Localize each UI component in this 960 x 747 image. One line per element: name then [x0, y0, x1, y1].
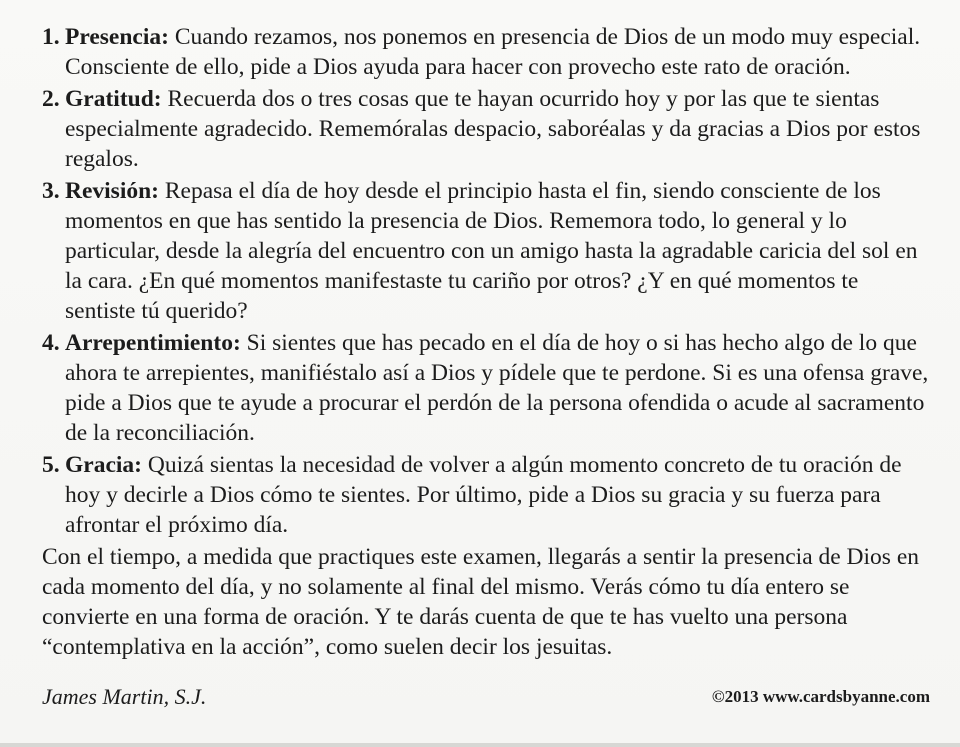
step-arrepentimiento: [42, 328, 930, 448]
step-heading: Gracia:: [65, 452, 142, 478]
card-footer: [42, 682, 930, 712]
step-presencia: [42, 22, 930, 82]
step-revision: [42, 176, 930, 326]
copyright-notice: ©2013 www.cardsbyanne.com: [711, 687, 930, 706]
step-text: Quizá sientas la necesidad de volver a algún momento concreto de tu oración de hoy y decirle a Dios cómo te sientes. Por último, pide a Dios su gracia y su fuerza para afrontar el próximo día.: [65, 452, 902, 538]
closing-paragraph: Con el tiempo, a medida que practiques este examen, llegarás a sentir la presencia de Dios en cada momento del día, y no solamente al final del mismo. Verás cómo tu día entero se convierte en una forma de oración. Y te darás cuenta de que te has vuelto una persona “contemplativa en la acción”, como suelen decir los jesuitas.: [42, 544, 920, 660]
step-heading: Gratitud:: [65, 86, 162, 112]
card-bottom-edge: [0, 743, 960, 747]
step-number: 4.: [42, 330, 60, 356]
step-number: 5.: [42, 452, 60, 478]
step-number: 1.: [42, 24, 60, 50]
step-text: Repasa el día de hoy desde el principio hasta el fin, siendo consciente de los momentos en que has sentido la presencia de Dios. Rememora todo, lo general y lo particular, desde la alegría del encuentro con un amigo hasta la agradable caricia del sol en la cara. ¿En qué momentos manifestaste tu cariño por otros? ¿Y en qué momentos te sentiste tú querido?: [65, 178, 918, 324]
step-gratitud: [42, 84, 930, 174]
author-signature: James Martin, S.J.: [42, 684, 207, 709]
step-heading: Presencia:: [65, 24, 169, 50]
step-text: Recuerda dos o tres cosas que te hayan ocurrido hoy y por las que te sientas especialmente agradecido. Rememóralas despacio, saboréalas y da gracias a Dios por estos regalos.: [65, 86, 921, 172]
step-text: Cuando rezamos, nos ponemos en presencia de Dios de un modo muy especial. Consciente de ello, pide a Dios ayuda para hacer con provecho este rato de oración.: [65, 24, 921, 80]
step-gracia: [42, 450, 930, 540]
step-number: 2.: [42, 86, 60, 112]
step-text: Si sientes que has pecado en el día de hoy o si has hecho algo de lo que ahora te arrepientes, manifiéstalo así a Dios y pídele que te perdone. Si es una ofensa grave, pide a Dios que te ayude a procurar el perdón de la persona ofendida o acude al sacramento de la reconciliación.: [65, 330, 929, 446]
step-heading: Arrepentimiento:: [65, 330, 241, 356]
step-heading: Revisión:: [65, 178, 159, 204]
step-number: 3.: [42, 178, 60, 204]
